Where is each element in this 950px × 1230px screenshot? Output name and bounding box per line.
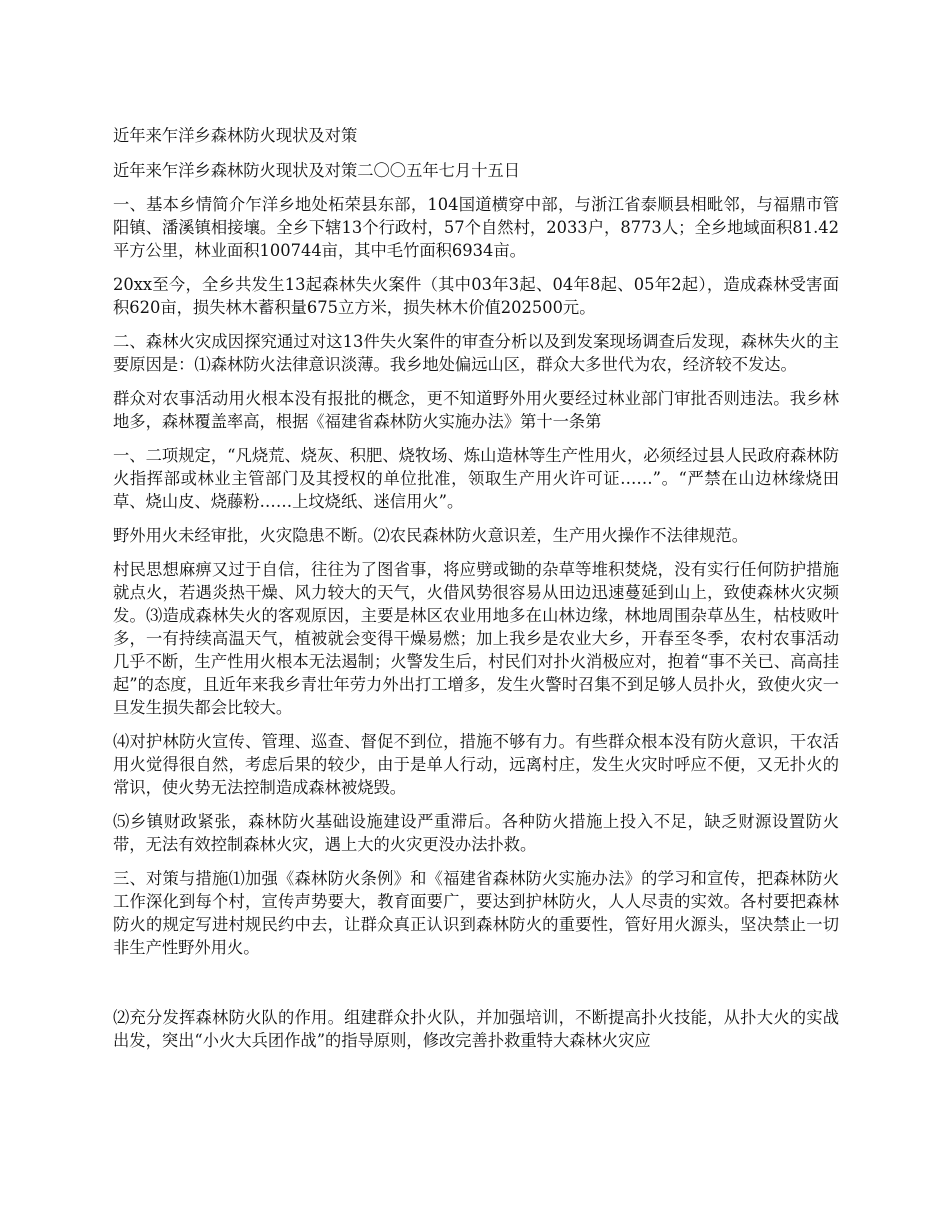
paragraph-patrol-insufficient: ⑷对护林防火宣传、管理、巡查、督促不到位，措施不够有力。有些群众根本没有防火意识，干农活用火觉得很自然，考虑后果的较少，由于是单人行动，远离村庄，发生火灾时呼应不便，又无扑火的常识，使火势无法控制造成森林被烧毁。 <box>113 732 839 797</box>
paragraph-basic-info: 一、基本乡情简介乍洋乡地处柘荣县东部，104国道横穿中部，与浙江省泰顺县相毗邻，与福鼎市管阳镇、潘溪镇相接壤。全乡下辖13个行政村，57个自然村，2033户，8773人；全乡地域面积81.42平方公里，林业面积100744亩，其中毛竹面积6934亩。 <box>113 195 839 260</box>
paragraph-villager-negligence: 村民思想麻痹又过于自信，往往为了图省事，将应劈或锄的杂草等堆积焚烧，没有实行任何防护措施就点火，若遇炎热干燥、风力较大的天气，火借风势很容易从田边迅速蔓延到山上，致使森林火灾频发。⑶造成森林失火的客观原因，主要是林区农业用地多在山林边缘，林地周围杂草丛生，枯枝败叶多，一有持续高温天气，植被就会变得干燥易燃；加上我乡是农业大乡，开春至冬季，农村农事活动几乎不断，生产性用火根本无法遏制；火警发生后，村民们对扑火消极应对，抱着“事不关已、高高挂起”的态度，且近年来我乡青壮年劳力外出打工增多，发生火警时召集不到足够人员扑火，致使火灾一旦发生损失都会比较大。 <box>113 560 839 717</box>
paragraph-approval-concept: 群众对农事活动用火根本没有报批的概念，更不知道野外用火要经过林业部门审批否则违法。我乡林地多，森林覆盖率高，根据《福建省森林防火实施办法》第十一条第 <box>113 389 839 431</box>
paragraph-fire-brigade: ⑵充分发挥森林防火队的作用。组建群众扑火队，并加强培训，不断提高扑火技能，从扑大火的实战出发，突出“小火大兵团作战”的指导原则，修改完善扑救重特大森林火灾应 <box>113 1008 839 1050</box>
document-page <box>113 124 839 1063</box>
paragraph-unapproved-fire: 野外用火未经审批，火灾隐患不断。⑵农民森林防火意识差，生产用火操作不法律规范。 <box>113 526 748 545</box>
paragraph-finance-shortage: ⑸乡镇财政紧张，森林防火基础设施建设严重滞后。各种防火措施上投入不足，缺乏财源设置防火带，无法有效控制森林火灾，遇上大的火灾更没办法扑救。 <box>113 812 839 854</box>
paragraph-regulation-quote: 一、二项规定，“凡烧荒、烧灰、积肥、烧牧场、炼山造林等生产性用火，必须经过县人民政府森林防火指挥部或林业主管部门及其授权的单位批准，领取生产用火许可证……”。“严禁在山边林缘烧田草、烧山皮、烧藤粉……上坟烧纸、迷信用火”。 <box>113 446 839 511</box>
paragraph-fire-causes: 二、森林火灾成因探究通过对这13件失火案件的审查分析以及到发案现场调查后发现，森林失火的主要原因是：⑴森林防火法律意识淡薄。我乡地处偏远山区，群众大多世代为农，经济较不发达。 <box>113 332 839 374</box>
document-subtitle: 近年来乍洋乡森林防火现状及对策二〇〇五年七月十五日 <box>113 161 521 180</box>
paragraph-spacer <box>113 970 839 1006</box>
document-title: 近年来乍洋乡森林防火现状及对策 <box>113 126 358 145</box>
paragraph-countermeasures: 三、对策与措施⑴加强《森林防火条例》和《福建省森林防火实施办法》的学习和宣传，把森林防火工作深化到每个村，宣传声势要大，教育面要广，要达到护林防火，人人尽责的实效。各村要把森林防火的规定写进村规民约中去，让群众真正认识到森林防火的重要性，管好用火源头，坚决禁止一切非生产性野外用火。 <box>113 869 839 957</box>
paragraph-fire-statistics: 20xx至今，全乡共发生13起森林失火案件（其中03年3起、04年8起、05年2起），造成森林受害面积620亩，损失林木蓄积量675立方米，损失林木价值202500元。 <box>113 275 839 317</box>
